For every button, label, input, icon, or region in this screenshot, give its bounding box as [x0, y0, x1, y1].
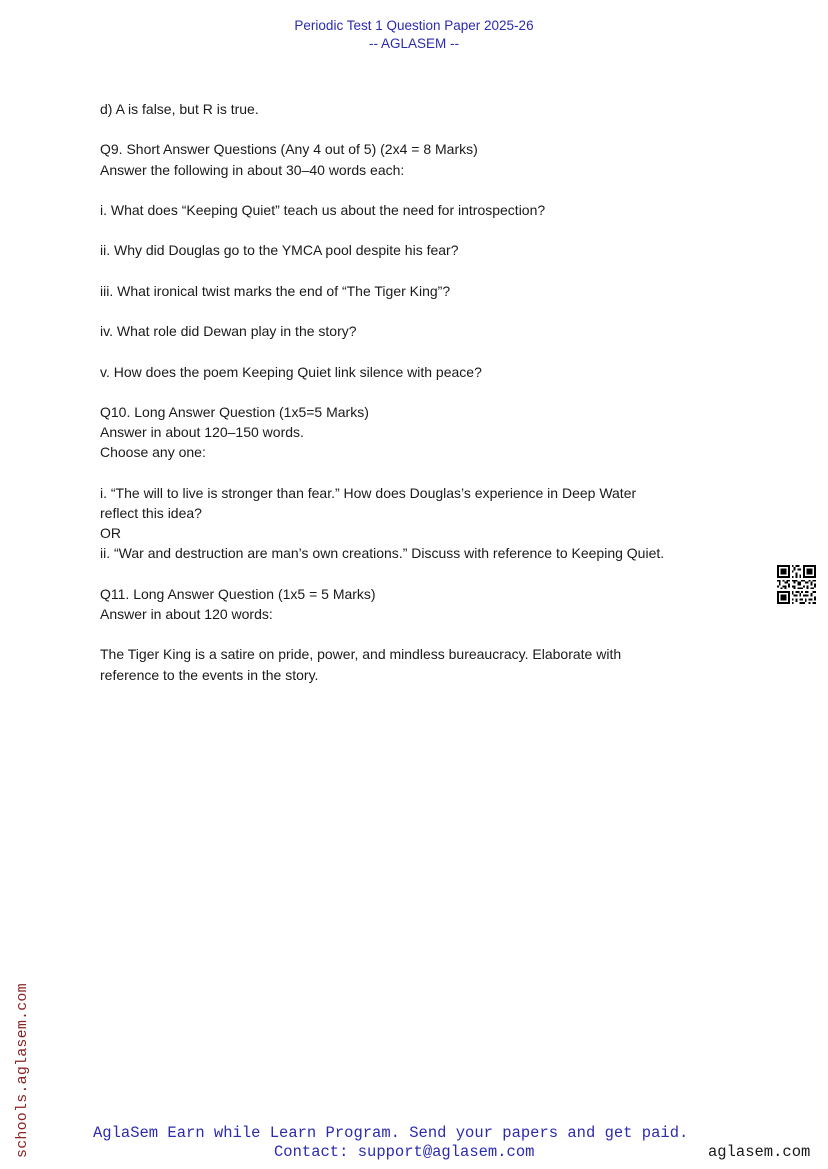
question-paper-body	[100, 99, 740, 685]
footer-site-link[interactable]: aglasem.com	[708, 1143, 811, 1161]
q9-title: Q9. Short Answer Questions (Any 4 out of 5) (2x4 = 8 Marks)	[100, 141, 478, 158]
q11-text-cont: reference to the events in the story.	[100, 666, 319, 683]
q10-instruction: Answer in about 120–150 words.	[100, 424, 304, 441]
q10-or: OR	[100, 525, 121, 542]
q10-option-2: ii. “War and destruction are man’s own creations.” Discuss with reference to Keeping Quiet.	[100, 545, 665, 562]
q11-instruction: Answer in about 120 words:	[100, 605, 273, 622]
q10-option-1: i. “The will to live is stronger than fear.” How does Douglas’s experience in Deep Water	[100, 484, 637, 501]
footer-contact[interactable]: Contact: support@aglasem.com	[274, 1143, 535, 1161]
q9-item: ii. Why did Douglas go to the YMCA pool despite his fear?	[100, 242, 459, 259]
q11-text: The Tiger King is a satire on pride, power, and mindless bureaucracy. Elaborate with	[100, 646, 622, 663]
q10-title: Q10. Long Answer Question (1x5=5 Marks)	[100, 403, 369, 420]
q9-item: iii. What ironical twist marks the end of “The Tiger King”?	[100, 282, 451, 299]
page-header	[0, 17, 828, 53]
header-brand: -- AGLASEM --	[368, 36, 459, 51]
footer-program-text: AglaSem Earn while Learn Program. Send your papers and get paid.	[93, 1124, 689, 1142]
q10-choose: Choose any one:	[100, 444, 206, 461]
option-d: d) A is false, but R is true.	[100, 101, 259, 117]
q9-item: v. How does the poem Keeping Quiet link silence with peace?	[100, 363, 482, 380]
q9-item: i. What does “Keeping Quiet” teach us about the need for introspection?	[100, 201, 546, 218]
q9-item: iv. What role did Dewan play in the story?	[100, 323, 357, 340]
side-website-link[interactable]: schools.aglasem.com	[14, 983, 31, 1158]
q10-option-1-cont: reflect this idea?	[100, 504, 202, 521]
qr-code-icon[interactable]	[777, 565, 816, 604]
q9-instruction: Answer the following in about 30–40 words each:	[100, 161, 405, 178]
q11-title: Q11. Long Answer Question (1x5 = 5 Marks)	[100, 585, 376, 602]
header-title: Periodic Test 1 Question Paper 2025-26	[294, 18, 534, 33]
